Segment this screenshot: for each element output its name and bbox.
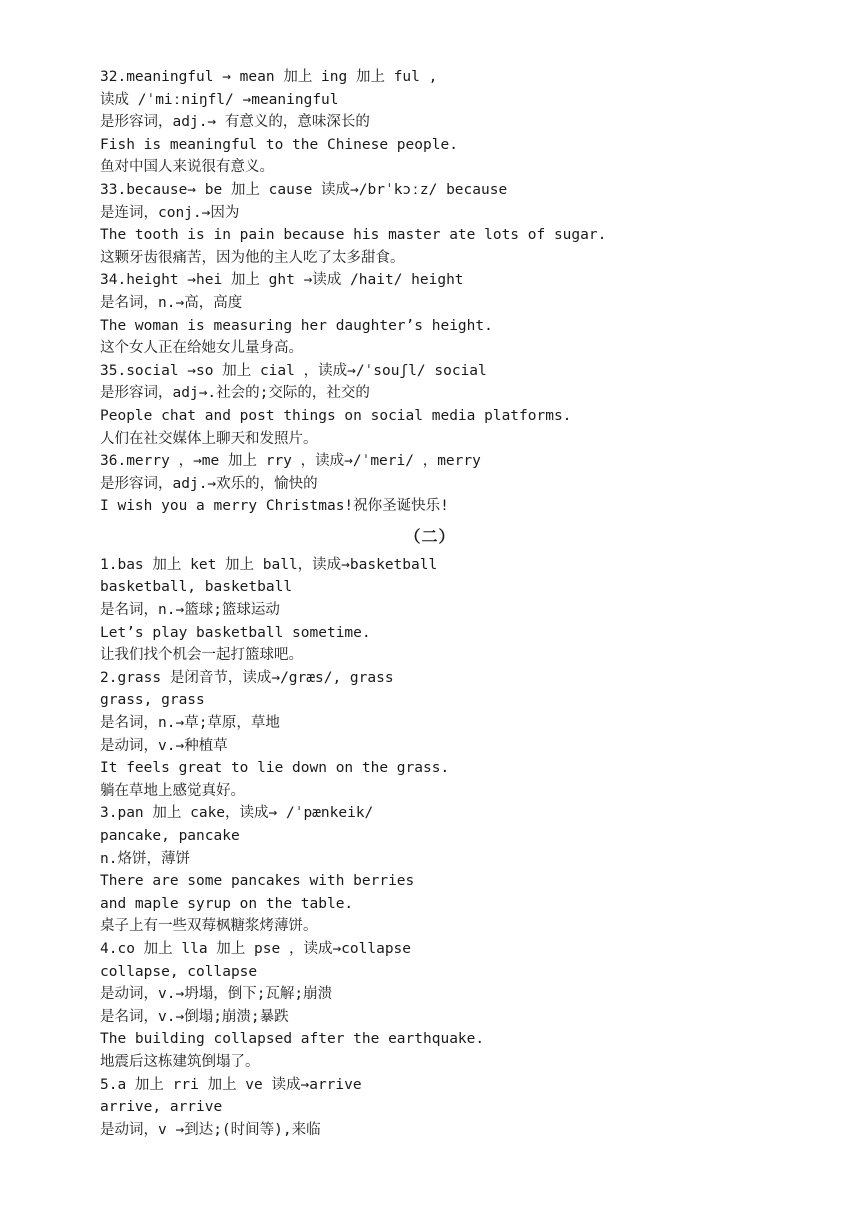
text-line: 是形容词，adj→.社会的;交际的，社交的 xyxy=(100,385,370,402)
document-page xyxy=(100,66,800,1141)
text-line: and maple syrup on the table. xyxy=(100,895,354,912)
text-line: The building collapsed after the earthquake. xyxy=(100,1031,485,1048)
text-line: People chat and post things on social media platforms. xyxy=(100,407,572,424)
text-line: 33.because→ be 加上 cause 读成→/brˈkɔːz/ because xyxy=(100,181,508,198)
text-line: n.烙饼，薄饼 xyxy=(100,850,190,867)
text-line: arrive, arrive xyxy=(100,1099,223,1116)
text-line: 这个女人正在给她女儿量身高。 xyxy=(100,340,303,357)
text-line: 鱼对中国人来说很有意义。 xyxy=(100,159,274,176)
text-line: collapse, collapse xyxy=(100,963,258,980)
text-line: 36.merry ，→me 加上 rry ，读成→/ˈmeri/ ，merry xyxy=(100,453,481,470)
text-line: 是动词，v.→坍塌，倒下;瓦解;崩溃 xyxy=(100,986,333,1003)
text-line: grass, grass xyxy=(100,692,205,709)
text-line: pancake, pancake xyxy=(100,828,240,844)
text-line: 2.grass 是闭音节，读成→/græs/, grass xyxy=(100,669,394,686)
text-line: 是形容词，adj.→欢乐的，愉快的 xyxy=(100,475,318,492)
text-line: 32.meaningful → mean 加上 ing 加上 ful , xyxy=(100,69,438,85)
text-line: 地震后这栋建筑倒塌了。 xyxy=(100,1053,260,1070)
text-line: The tooth is in pain because his master ate lots of sugar. xyxy=(100,227,607,244)
text-line: 是形容词，adj.→ 有意义的，意味深长的 xyxy=(100,114,370,131)
text-line: There are some pancakes with berries xyxy=(100,873,415,890)
text-line: 躺在草地上感觉真好。 xyxy=(100,782,245,799)
text-line: 3.pan 加上 cake，读成→ /ˈpænkeik/ xyxy=(100,805,374,822)
text-line: 35.social →so 加上 cial ，读成→/ˈsouʃl/ social xyxy=(100,362,487,379)
text-line: 这颗牙齿很痛苦，因为他的主人吃了太多甜食。 xyxy=(100,249,405,266)
text-line: 是名词，v.→倒塌;崩溃;暴跌 xyxy=(100,1008,289,1025)
section-heading: （二） xyxy=(404,526,456,546)
text-line: 是动词，v →到达;(时间等),来临 xyxy=(100,1121,321,1138)
text-line: 桌子上有一些双莓枫糖浆烤薄饼。 xyxy=(100,918,318,935)
text-line: 是名词，n.→草;草原，草地 xyxy=(100,715,280,732)
text-line: 1.bas 加上 ket 加上 ball，读成→basketball xyxy=(100,556,438,573)
text-line: 是动词，v.→种植草 xyxy=(100,737,228,754)
text-line: 读成 /ˈmiːniŋfl/ →meaningful xyxy=(100,91,339,108)
text-line: 是名词，n.→高，高度 xyxy=(100,294,243,311)
text-line: basketball, basketball xyxy=(100,579,293,596)
text-line: 是名词，n.→篮球;篮球运动 xyxy=(100,602,280,619)
vocabulary-section-one xyxy=(100,66,800,518)
text-line: Fish is meaningful to the Chinese people. xyxy=(100,136,458,153)
text-line: 34.height →hei 加上 ght →读成 /hait/ height xyxy=(100,272,464,289)
text-line: 是连词，conj.→因为 xyxy=(100,204,240,221)
text-line: 让我们找个机会一起打篮球吧。 xyxy=(100,647,303,664)
text-line: 4.co 加上 lla 加上 pse ，读成→collapse xyxy=(100,940,412,957)
text-line: 人们在社交媒体上聊天和发照片。 xyxy=(100,430,318,447)
text-line: 5.a 加上 rri 加上 ve 读成→arrive xyxy=(100,1076,362,1093)
text-line: It feels great to lie down on the grass. xyxy=(100,760,450,777)
text-line: The woman is measuring her daughter’s height. xyxy=(100,317,493,334)
text-line: Let’s play basketball sometime. xyxy=(100,624,371,641)
text-line: I wish you a merry Christmas!祝你圣诞快乐! xyxy=(100,498,449,515)
vocabulary-section-two xyxy=(100,554,800,1141)
